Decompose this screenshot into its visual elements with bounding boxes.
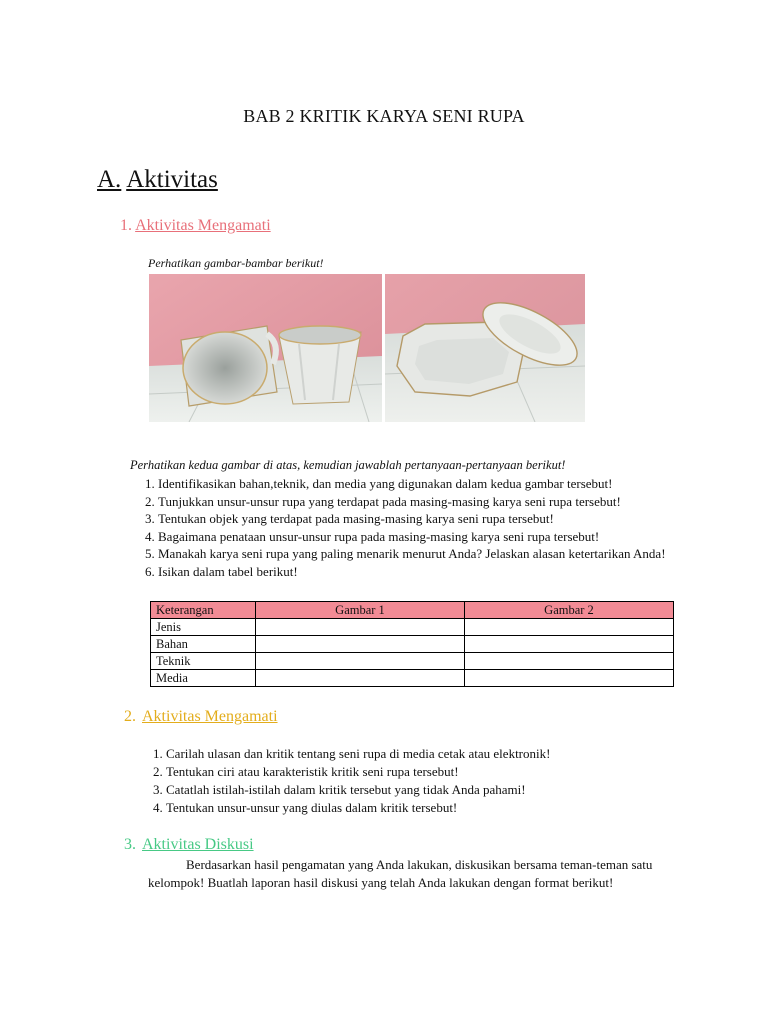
activity3-heading: [124, 836, 254, 854]
activity1-heading: [120, 217, 271, 235]
table-row-label: Media: [151, 670, 256, 687]
activity1-question-list: [130, 475, 718, 581]
list-item: 2. Tentukan ciri atau karakteristik kritik seni rupa tersebut!: [166, 763, 686, 781]
table-row-label: Bahan: [151, 636, 256, 653]
section-a-label: Aktivitas: [126, 166, 218, 193]
table-cell: [256, 653, 465, 670]
list-item: 6. Isikan dalam tabel berikut!: [158, 563, 718, 581]
table-cell: [256, 619, 465, 636]
table-cell: [256, 670, 465, 687]
activity1-number: 1.: [120, 217, 132, 234]
list-item: 2. Tunjukkan unsur-unsur rupa yang terdapat pada masing-masing karya seni rupa tersebut!: [158, 493, 718, 511]
activity2-question-list: [138, 745, 686, 817]
page-title: BAB 2 KRITIK KARYA SENI RUPA: [243, 106, 525, 126]
table-row: [151, 636, 674, 653]
table-header-cell: Gambar 2: [465, 602, 674, 619]
list-item: 5. Manakah karya seni rupa yang paling menarik menurut Anda? Jelaskan alasan ketertarikan Anda!: [158, 545, 718, 563]
table-cell: [256, 636, 465, 653]
table-header-cell: Gambar 1: [256, 602, 465, 619]
section-a-heading: [97, 166, 218, 194]
list-item: 3. Tentukan objek yang terdapat pada masing-masing karya seni rupa tersebut!: [158, 510, 718, 528]
activity2-number: 2.: [124, 708, 136, 725]
table-row: [151, 619, 674, 636]
table-cell: [465, 653, 674, 670]
activity3-number: 3.: [124, 836, 136, 853]
table-header-row: [151, 602, 674, 619]
table-row-label: Jenis: [151, 619, 256, 636]
list-item: 4. Tentukan unsur-unsur yang diulas dalam kritik tersebut!: [166, 799, 686, 817]
cups-photo: [149, 274, 382, 422]
table-cell: [465, 619, 674, 636]
table-row: [151, 670, 674, 687]
activity1-instruction: Perhatikan gambar-bambar berikut!: [148, 256, 324, 270]
activity2-label: Aktivitas Mengamati: [142, 708, 278, 725]
list-item: 4. Bagaimana penataan unsur-unsur rupa pada masing-masing karya seni rupa tersebut!: [158, 528, 718, 546]
saucers-photo: [385, 274, 585, 422]
activity2-heading: [124, 708, 278, 726]
activity1-label: Aktivitas Mengamati: [135, 217, 271, 234]
table-header-cell: Keterangan: [151, 602, 256, 619]
activity1-question-intro: Perhatikan kedua gambar di atas, kemudian jawablah pertanyaan-pertanyaan berikut!: [130, 458, 566, 472]
activity3-paragraph: Berdasarkan hasil pengamatan yang Anda lakukan, diskusikan bersama teman-teman satu kelompok! Buatlah laporan hasil diskusi yang telah Anda lakukan dengan format berikut!: [148, 857, 653, 890]
section-a-marker: A.: [97, 166, 122, 193]
list-item: 1. Carilah ulasan dan kritik tentang seni rupa di media cetak atau elektronik!: [166, 745, 686, 763]
list-item: 1. Identifikasikan bahan,teknik, dan media yang digunakan dalam kedua gambar tersebut!: [158, 475, 718, 493]
table-cell: [465, 670, 674, 687]
activity3-label: Aktivitas Diskusi: [142, 836, 254, 853]
table-cell: [465, 636, 674, 653]
observation-table: [150, 601, 674, 687]
table-row: [151, 653, 674, 670]
table-row-label: Teknik: [151, 653, 256, 670]
list-item: 3. Catatlah istilah-istilah dalam kritik tersebut yang tidak Anda pahami!: [166, 781, 686, 799]
activity3-paragraph-block: [148, 856, 678, 892]
